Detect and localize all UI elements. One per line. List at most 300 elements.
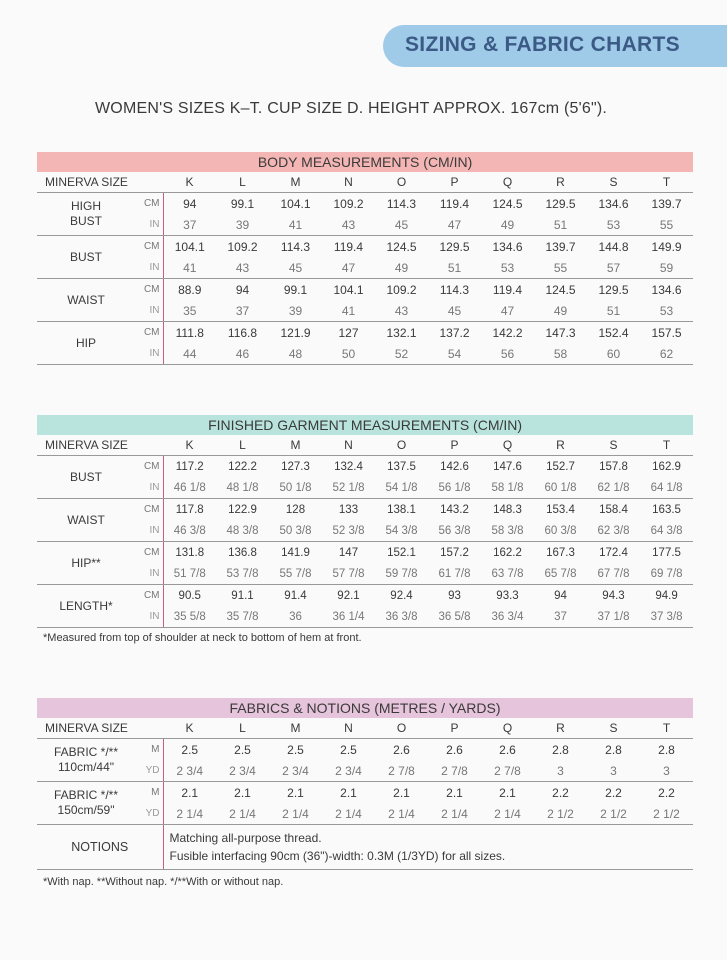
size-header: S xyxy=(587,172,640,193)
unit-label: CM xyxy=(135,499,163,521)
value-cell: 54 xyxy=(428,343,481,365)
value-cell: 177.5 xyxy=(652,546,681,559)
value-cell: 55 7/8 xyxy=(269,563,322,585)
table-row xyxy=(37,520,693,542)
value-cell: 58 1/8 xyxy=(481,477,534,499)
size-header: L xyxy=(216,172,269,193)
size-header: N xyxy=(322,172,375,193)
value-cell: 48 3/8 xyxy=(216,520,269,542)
table-row xyxy=(37,193,693,215)
value-cell: 50 1/8 xyxy=(269,477,322,499)
value-cell: 104.1 xyxy=(280,196,311,211)
row-label-line-1: FABRIC */** xyxy=(53,745,119,759)
value-cell: 51 xyxy=(428,257,481,279)
value-cell: 119.4 xyxy=(492,282,523,297)
value-cell: 132.4 xyxy=(334,460,363,473)
value-cell: 124.5 xyxy=(386,239,417,254)
notions-line-2: Fusible interfacing 90cm (36")-width: 0.3M (1/3YD) for all sizes. xyxy=(169,849,506,863)
value-cell: 35 5/8 xyxy=(163,606,216,628)
table-row xyxy=(37,803,693,825)
value-cell: 43 xyxy=(322,214,375,236)
table-row xyxy=(37,760,693,782)
size-header: L xyxy=(216,435,269,456)
value-cell: 51 xyxy=(534,214,587,236)
size-header: Q xyxy=(481,172,534,193)
value-cell: 91.1 xyxy=(231,589,254,602)
value-cell: 138.1 xyxy=(387,503,416,516)
size-header: M xyxy=(269,172,322,193)
size-header: R xyxy=(534,718,587,739)
value-cell: 167.3 xyxy=(546,546,575,559)
value-cell: 147.3 xyxy=(545,325,576,340)
value-cell: 46 1/8 xyxy=(163,477,216,499)
value-cell: 59 7/8 xyxy=(375,563,428,585)
row-label-text: HIP** xyxy=(71,555,101,570)
value-cell: 46 xyxy=(216,343,269,365)
garment-measurements-table xyxy=(37,415,693,628)
size-header: P xyxy=(428,435,481,456)
value-cell: 36 3/8 xyxy=(375,606,428,628)
size-header: Q xyxy=(481,435,534,456)
value-cell: 2.1 xyxy=(340,785,357,800)
value-cell: 43 xyxy=(375,300,428,322)
value-cell: 162.9 xyxy=(652,460,681,473)
value-cell: 136.8 xyxy=(228,546,257,559)
size-header: L xyxy=(216,718,269,739)
value-cell: 2 1/2 xyxy=(640,803,693,825)
value-cell: 56 xyxy=(481,343,534,365)
value-cell: 2 1/4 xyxy=(216,803,269,825)
size-header: T xyxy=(640,718,693,739)
value-cell: 152.1 xyxy=(387,546,416,559)
fabrics-footnote: *With nap. **Without nap. */**With or without nap. xyxy=(43,876,284,888)
value-cell: 36 3/4 xyxy=(481,606,534,628)
value-cell: 64 1/8 xyxy=(640,477,693,499)
row-label xyxy=(37,193,135,236)
unit-label: CM xyxy=(135,193,163,215)
row-label-text: HIP xyxy=(75,335,96,350)
notions-text xyxy=(163,825,693,870)
value-cell: 61 7/8 xyxy=(428,563,481,585)
row-label-line-2: 110cm/44" xyxy=(57,760,115,774)
table-row xyxy=(37,343,693,365)
value-cell: 2.1 xyxy=(393,785,410,800)
notions-label: NOTIONS xyxy=(37,825,163,870)
size-header: K xyxy=(163,435,216,456)
value-cell: 2.8 xyxy=(658,742,675,757)
value-cell: 104.1 xyxy=(333,282,364,297)
garment-measurements-title: FINISHED GARMENT MEASUREMENTS (CM/IN) xyxy=(37,415,693,435)
value-cell: 44 xyxy=(163,343,216,365)
value-cell: 2.2 xyxy=(658,785,675,800)
value-cell: 2 3/4 xyxy=(163,760,216,782)
value-cell: 49 xyxy=(534,300,587,322)
value-cell: 121.9 xyxy=(280,325,311,340)
value-cell: 131.8 xyxy=(175,546,205,559)
value-cell: 2.1 xyxy=(446,785,463,800)
value-cell: 57 7/8 xyxy=(322,563,375,585)
body-measurements-title: BODY MEASUREMENTS (CM/IN) xyxy=(37,152,693,172)
value-cell: 47 xyxy=(481,300,534,322)
unit-label: CM xyxy=(135,236,163,258)
value-cell: 93 xyxy=(448,589,461,602)
value-cell: 129.5 xyxy=(439,239,470,254)
size-header: N xyxy=(322,435,375,456)
value-cell: 129.5 xyxy=(598,282,629,297)
value-cell: 57 xyxy=(587,257,640,279)
value-cell: 2.5 xyxy=(234,742,251,757)
value-cell: 91.4 xyxy=(284,589,307,602)
size-header: T xyxy=(640,172,693,193)
value-cell: 124.5 xyxy=(545,282,576,297)
table-row xyxy=(37,606,693,628)
page-subtitle: WOMEN'S SIZES K–T. CUP SIZE D. HEIGHT APPROX. 167cm (5'6"). xyxy=(95,100,608,117)
unit-label: IN xyxy=(135,343,163,365)
unit-label: CM xyxy=(135,585,163,607)
value-cell: 2 1/4 xyxy=(269,803,322,825)
value-cell: 37 3/8 xyxy=(640,606,693,628)
unit-label: CM xyxy=(135,456,163,478)
value-cell: 2 1/4 xyxy=(375,803,428,825)
value-cell: 55 xyxy=(534,257,587,279)
row-label xyxy=(37,279,135,322)
body-measurements-table xyxy=(37,152,693,365)
table-row xyxy=(37,322,693,344)
value-cell: 2 1/4 xyxy=(322,803,375,825)
size-header: R xyxy=(534,435,587,456)
value-cell: 117.8 xyxy=(175,503,204,516)
value-cell: 114.3 xyxy=(280,239,311,254)
value-cell: 49 xyxy=(481,214,534,236)
value-cell: 88.9 xyxy=(178,282,202,297)
value-cell: 2.8 xyxy=(552,742,569,757)
value-cell: 45 xyxy=(269,257,322,279)
unit-label: CM xyxy=(135,279,163,301)
value-cell: 2.8 xyxy=(605,742,622,757)
value-cell: 46 3/8 xyxy=(163,520,216,542)
value-cell: 144.8 xyxy=(598,239,629,254)
size-header: M xyxy=(269,718,322,739)
value-cell: 147.6 xyxy=(493,460,522,473)
value-cell: 62 xyxy=(640,343,693,365)
value-cell: 114.3 xyxy=(386,196,417,211)
value-cell: 2.5 xyxy=(340,742,357,757)
value-cell: 51 xyxy=(587,300,640,322)
value-cell: 62 1/8 xyxy=(587,477,640,499)
notions-line-1: Matching all-purpose thread. xyxy=(169,831,322,845)
value-cell: 133 xyxy=(338,503,359,516)
value-cell: 142.6 xyxy=(440,460,469,473)
value-cell: 127 xyxy=(338,325,359,340)
row-label xyxy=(37,782,135,825)
table-row xyxy=(37,477,693,499)
value-cell: 124.5 xyxy=(492,196,523,211)
value-cell: 163.5 xyxy=(652,503,681,516)
row-label xyxy=(37,542,135,585)
value-cell: 162.2 xyxy=(493,546,522,559)
value-cell: 2 1/4 xyxy=(163,803,216,825)
unit-label: CM xyxy=(135,322,163,344)
row-label xyxy=(37,322,135,365)
value-cell: 2.5 xyxy=(181,742,199,757)
value-cell: 53 7/8 xyxy=(216,563,269,585)
value-cell: 52 3/8 xyxy=(322,520,375,542)
value-cell: 2.1 xyxy=(287,785,304,800)
size-header: T xyxy=(640,435,693,456)
size-header: O xyxy=(375,718,428,739)
value-cell: 53 xyxy=(587,214,640,236)
value-cell: 99.1 xyxy=(283,282,308,297)
value-cell: 2.6 xyxy=(393,742,410,757)
value-cell: 65 7/8 xyxy=(534,563,587,585)
value-cell: 35 7/8 xyxy=(216,606,269,628)
value-cell: 157.2 xyxy=(440,546,469,559)
row-label-text: HIGH BUST xyxy=(69,199,102,228)
size-label: MINERVA SIZE xyxy=(37,435,163,456)
size-header: Q xyxy=(481,718,534,739)
garment-footnote: *Measured from top of shoulder at neck to bottom of hem at front. xyxy=(43,632,362,644)
table-row xyxy=(37,456,693,478)
value-cell: 137.5 xyxy=(387,460,416,473)
value-cell: 2.2 xyxy=(605,785,622,800)
row-label-text: WAIST xyxy=(67,292,105,307)
value-cell: 45 xyxy=(428,300,481,322)
unit-label: IN xyxy=(135,563,163,585)
unit-label: M xyxy=(135,739,163,761)
value-cell: 109.2 xyxy=(227,239,258,254)
value-cell: 3 xyxy=(534,760,587,782)
value-cell: 109.2 xyxy=(386,282,417,297)
value-cell: 2 3/4 xyxy=(216,760,269,782)
value-cell: 56 1/8 xyxy=(428,477,481,499)
size-header: O xyxy=(375,435,428,456)
value-cell: 172.4 xyxy=(599,546,628,559)
value-cell: 117.2 xyxy=(175,460,204,473)
value-cell: 2 1/2 xyxy=(534,803,587,825)
value-cell: 148.3 xyxy=(493,503,522,516)
row-label-text: BUST xyxy=(69,469,102,484)
value-cell: 2 3/4 xyxy=(322,760,375,782)
value-cell: 2.5 xyxy=(287,742,304,757)
value-cell: 41 xyxy=(269,214,322,236)
value-cell: 35 xyxy=(163,300,216,322)
value-cell: 111.8 xyxy=(175,325,204,340)
value-cell: 43 xyxy=(216,257,269,279)
value-cell: 132.1 xyxy=(386,325,417,340)
fabrics-notions-title: FABRICS & NOTIONS (METRES / YARDS) xyxy=(37,698,693,718)
value-cell: 147 xyxy=(338,546,359,559)
value-cell: 2 1/2 xyxy=(587,803,640,825)
value-cell: 2 1/4 xyxy=(481,803,534,825)
value-cell: 157.5 xyxy=(651,325,682,340)
value-cell: 3 xyxy=(587,760,640,782)
value-cell: 99.1 xyxy=(230,196,255,211)
value-cell: 92.1 xyxy=(337,589,360,602)
value-cell: 2.6 xyxy=(499,742,516,757)
value-cell: 37 xyxy=(216,300,269,322)
value-cell: 142.2 xyxy=(492,325,523,340)
row-label xyxy=(37,236,135,279)
table-row xyxy=(37,300,693,322)
value-cell: 39 xyxy=(269,300,322,322)
size-label: MINERVA SIZE xyxy=(37,718,163,739)
value-cell: 116.8 xyxy=(227,325,258,340)
value-cell: 60 3/8 xyxy=(534,520,587,542)
value-cell: 119.4 xyxy=(439,196,470,211)
value-cell: 49 xyxy=(375,257,428,279)
value-cell: 94 xyxy=(554,589,567,602)
value-cell: 104.1 xyxy=(174,239,205,254)
value-cell: 58 3/8 xyxy=(481,520,534,542)
value-cell: 2.1 xyxy=(181,785,199,800)
value-cell: 60 xyxy=(587,343,640,365)
value-cell: 36 xyxy=(269,606,322,628)
value-cell: 134.6 xyxy=(492,239,523,254)
value-cell: 69 7/8 xyxy=(640,563,693,585)
unit-label: IN xyxy=(135,300,163,322)
table-row xyxy=(37,563,693,585)
value-cell: 94 xyxy=(235,282,250,297)
value-cell: 2.1 xyxy=(234,785,251,800)
value-cell: 64 3/8 xyxy=(640,520,693,542)
row-label xyxy=(37,499,135,542)
value-cell: 137.2 xyxy=(439,325,470,340)
value-cell: 62 3/8 xyxy=(587,520,640,542)
value-cell: 2.1 xyxy=(499,785,516,800)
table-row xyxy=(37,257,693,279)
table-row xyxy=(37,782,693,804)
size-header: S xyxy=(587,435,640,456)
value-cell: 51 7/8 xyxy=(163,563,216,585)
table-row xyxy=(37,739,693,761)
value-cell: 2 7/8 xyxy=(428,760,481,782)
value-cell: 134.6 xyxy=(651,282,682,297)
value-cell: 92.4 xyxy=(390,589,413,602)
value-cell: 37 1/8 xyxy=(587,606,640,628)
value-cell: 139.7 xyxy=(545,239,576,254)
value-cell: 114.3 xyxy=(439,282,470,297)
unit-label: IN xyxy=(135,520,163,542)
unit-label: IN xyxy=(135,606,163,628)
row-label-line-2: 150cm/59" xyxy=(57,803,115,817)
value-cell: 45 xyxy=(375,214,428,236)
fabrics-notions-table xyxy=(37,698,693,870)
value-cell: 94.3 xyxy=(602,589,625,602)
value-cell: 37 xyxy=(534,606,587,628)
value-cell: 55 xyxy=(640,214,693,236)
value-cell: 157.8 xyxy=(599,460,628,473)
unit-label: IN xyxy=(135,477,163,499)
value-cell: 36 1/4 xyxy=(322,606,375,628)
size-header: M xyxy=(269,435,322,456)
table-row xyxy=(37,542,693,564)
table-row xyxy=(37,214,693,236)
value-cell: 109.2 xyxy=(333,196,364,211)
unit-label: M xyxy=(135,782,163,804)
value-cell: 53 xyxy=(481,257,534,279)
value-cell: 37 xyxy=(163,214,216,236)
value-cell: 60 1/8 xyxy=(534,477,587,499)
value-cell: 56 3/8 xyxy=(428,520,481,542)
value-cell: 129.5 xyxy=(545,196,576,211)
row-label-text: BUST xyxy=(69,249,102,264)
value-cell: 67 7/8 xyxy=(587,563,640,585)
table-row xyxy=(37,236,693,258)
value-cell: 2 3/4 xyxy=(269,760,322,782)
value-cell: 2.6 xyxy=(446,742,463,757)
row-label-text: WAIST xyxy=(67,512,105,527)
value-cell: 143.2 xyxy=(440,503,469,516)
value-cell: 50 3/8 xyxy=(269,520,322,542)
value-cell: 52 xyxy=(375,343,428,365)
value-cell: 50 xyxy=(322,343,375,365)
size-header: O xyxy=(375,172,428,193)
page-title: SIZING & FABRIC CHARTS xyxy=(405,33,680,56)
value-cell: 54 3/8 xyxy=(375,520,428,542)
value-cell: 47 xyxy=(322,257,375,279)
table-row xyxy=(37,279,693,301)
value-cell: 2 7/8 xyxy=(375,760,428,782)
value-cell: 94.9 xyxy=(655,589,678,602)
value-cell: 48 1/8 xyxy=(216,477,269,499)
value-cell: 59 xyxy=(640,257,693,279)
value-cell: 141.9 xyxy=(281,546,310,559)
row-label xyxy=(37,585,135,628)
value-cell: 152.7 xyxy=(546,460,575,473)
value-cell: 153.4 xyxy=(546,503,575,516)
value-cell: 48 xyxy=(269,343,322,365)
value-cell: 158.4 xyxy=(599,503,628,516)
size-header: S xyxy=(587,718,640,739)
size-header: K xyxy=(163,718,216,739)
value-cell: 149.9 xyxy=(651,239,682,254)
value-cell: 2.2 xyxy=(552,785,569,800)
size-header: N xyxy=(322,718,375,739)
value-cell: 128 xyxy=(285,503,306,516)
value-cell: 152.4 xyxy=(598,325,629,340)
value-cell: 58 xyxy=(534,343,587,365)
value-cell: 54 1/8 xyxy=(375,477,428,499)
size-header: R xyxy=(534,172,587,193)
value-cell: 41 xyxy=(322,300,375,322)
size-header: P xyxy=(428,718,481,739)
value-cell: 47 xyxy=(428,214,481,236)
value-cell: 53 xyxy=(640,300,693,322)
unit-label: IN xyxy=(135,257,163,279)
table-row xyxy=(37,499,693,521)
value-cell: 2 1/4 xyxy=(428,803,481,825)
value-cell: 122.2 xyxy=(228,460,257,473)
unit-label: IN xyxy=(135,214,163,236)
row-label-line-1: FABRIC */** xyxy=(53,788,119,802)
row-label-text: LENGTH* xyxy=(59,598,113,613)
value-cell: 39 xyxy=(216,214,269,236)
unit-label: CM xyxy=(135,542,163,564)
table-row xyxy=(37,585,693,607)
value-cell: 41 xyxy=(163,257,216,279)
value-cell: 36 5/8 xyxy=(428,606,481,628)
value-cell: 119.4 xyxy=(333,239,364,254)
value-cell: 93.3 xyxy=(496,589,519,602)
unit-label: YD xyxy=(135,803,163,825)
size-header: P xyxy=(428,172,481,193)
row-label xyxy=(37,456,135,499)
size-label: MINERVA SIZE xyxy=(37,172,163,193)
value-cell: 139.7 xyxy=(651,196,682,211)
value-cell: 127.3 xyxy=(281,460,310,473)
value-cell: 2 7/8 xyxy=(481,760,534,782)
unit-label: YD xyxy=(135,760,163,782)
